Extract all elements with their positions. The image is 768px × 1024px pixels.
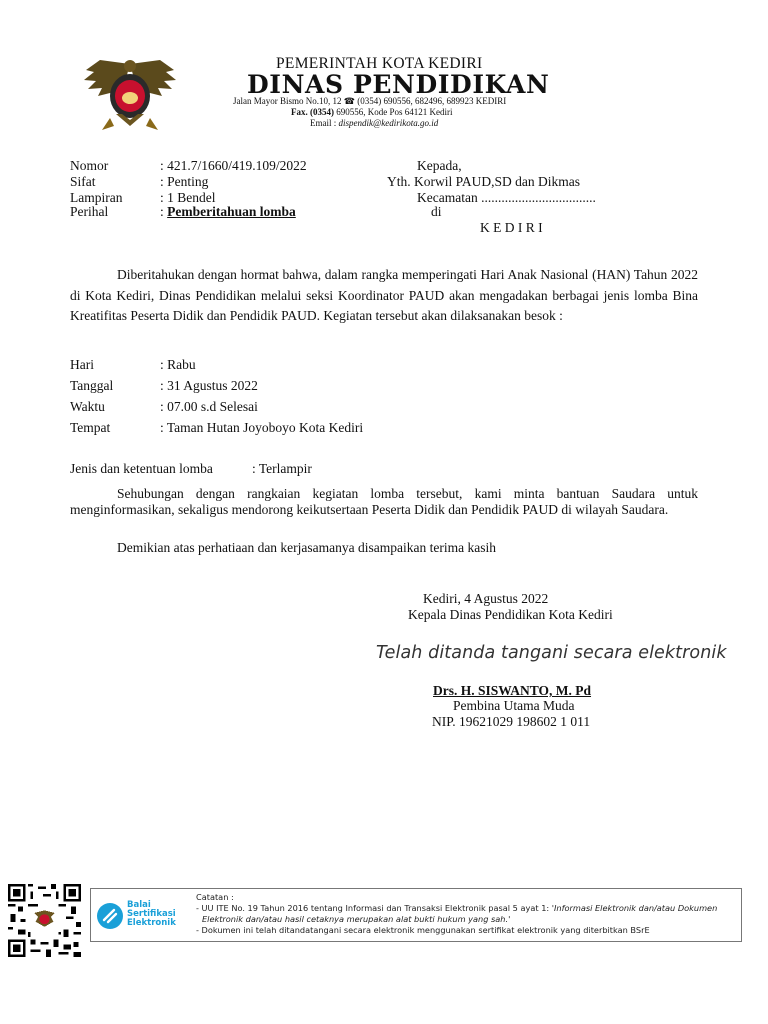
body-paragraph-2: Sehubungan dengan rangkaian kegiatan lomba tersebut, kami minta bantuan Saudara untuk menginformasikan, sekaligus mendorong keikutsertaan Peserta Didik dan Pendidik PAUD di wilayah Saudara. (70, 486, 698, 517)
footer-note-3: - Dokumen ini telah ditandatangani secara elektronik menggunakan sertifikat elektronik yang diterbitkan BSrE (196, 925, 650, 935)
tanggal-label: Tanggal (70, 378, 114, 393)
perihal-colon: : (160, 204, 168, 219)
hari-value: : Rabu (160, 357, 196, 372)
letterhead-email (310, 118, 438, 128)
letterhead-fax (291, 107, 453, 117)
city-emblem-logo (80, 56, 180, 134)
bsre-line1: Balai (127, 900, 151, 910)
bsre-logo (96, 898, 192, 934)
bsre-line2: Sertifikasi (127, 909, 176, 919)
recipient-name: Yth. Korwil PAUD,SD dan Dikmas (387, 174, 581, 189)
fax-label: Fax. (0354) (291, 107, 334, 117)
signer-nip: NIP. 19621029 198602 1 011 (432, 714, 591, 729)
recipient-kecamatan: Kecamatan .................................. (417, 190, 596, 205)
letterhead-address: Jalan Mayor Bismo No.10, 12 ☎ (0354) 690556, 682496, 689923 KEDIRI (233, 96, 507, 106)
fax-rest: 690556, Kode Pos 64121 Kediri (334, 107, 453, 117)
qr-code (8, 884, 81, 957)
perihal-value: Pemberitahuan lomba (167, 204, 296, 219)
sign-place-date: Kediri, 4 Agustus 2022 (423, 591, 549, 606)
email-value: dispendik@kedirikota.go.id (338, 118, 439, 128)
perihal (160, 204, 296, 220)
footer-note-1-italic: Informasi Elektronik dan/atau Dokumen (554, 903, 718, 913)
letterhead-agency: DINAS PENDIDIKAN (247, 70, 550, 99)
footer-note-1-plain: - UU ITE No. 19 Tahun 2016 tentang Informasi dan Transaksi Elektronik pasal 5 ayat 1: ' (196, 903, 555, 913)
signer-name: Drs. H. SISWANTO, M. Pd (433, 683, 592, 698)
tanggal-value: : 31 Agustus 2022 (160, 378, 258, 393)
jenis-label: Jenis dan ketentuan lomba (70, 461, 213, 476)
footer-note-1 (196, 903, 717, 914)
tempat-label: Tempat (70, 420, 111, 435)
nomor-value: : 421.7/1660/419.109/2022 (160, 158, 307, 173)
nomor-label: Nomor (70, 158, 109, 173)
jenis-value: : Terlampir (252, 461, 312, 476)
lampiran-value: : 1 Bendel (160, 190, 216, 205)
sifat-label: Sifat (70, 174, 96, 189)
recipient-di: di (431, 204, 442, 219)
body-paragraph-3: Demikian atas perhatiaan dan kerjasamanya disampaikan terima kasih (117, 540, 496, 555)
lampiran-label: Lampiran (70, 190, 123, 205)
bsre-line3: Elektronik (127, 918, 176, 928)
letterhead-government: PEMERINTAH KOTA KEDIRI (276, 55, 483, 72)
sifat-value: : Penting (160, 174, 209, 189)
sign-position: Kepala Dinas Pendidikan Kota Kediri (408, 607, 613, 622)
perihal-label: Perihal (70, 204, 109, 219)
body-paragraph-1: Diberitahukan dengan hormat bahwa, dalam rangka memperingati Hari Anak Nasional (HAN) Tahun 2022 di Kota Kediri, Dinas Pendidikan melalui seksi Koordinator PAUD akan mengadakan berbagai jenis lomba Bina Kreatifitas Peserta Didik dan Pendidik PAUD. Kegiatan tersebut akan dilaksanakan besok : (70, 267, 698, 323)
recipient-city: K E D I R I (480, 220, 543, 235)
electronic-signature-note: Telah ditanda tangani secara elektronik (376, 643, 727, 663)
waktu-label: Waktu (70, 399, 105, 414)
email-label: Email : (310, 118, 339, 128)
bsre-badge-icon (96, 902, 124, 930)
recipient-kepada: Kepada, (417, 158, 462, 173)
footer-catatan: Catatan : (196, 892, 234, 902)
tempat-value: : Taman Hutan Joyoboyo Kota Kediri (160, 420, 364, 435)
waktu-value: : 07.00 s.d Selesai (160, 399, 258, 414)
hari-label: Hari (70, 357, 94, 372)
footer-note-2: Elektronik dan/atau hasil cetaknya merupakan alat bukti hukum yang sah.' (202, 914, 511, 924)
signer-rank: Pembina Utama Muda (453, 698, 575, 713)
